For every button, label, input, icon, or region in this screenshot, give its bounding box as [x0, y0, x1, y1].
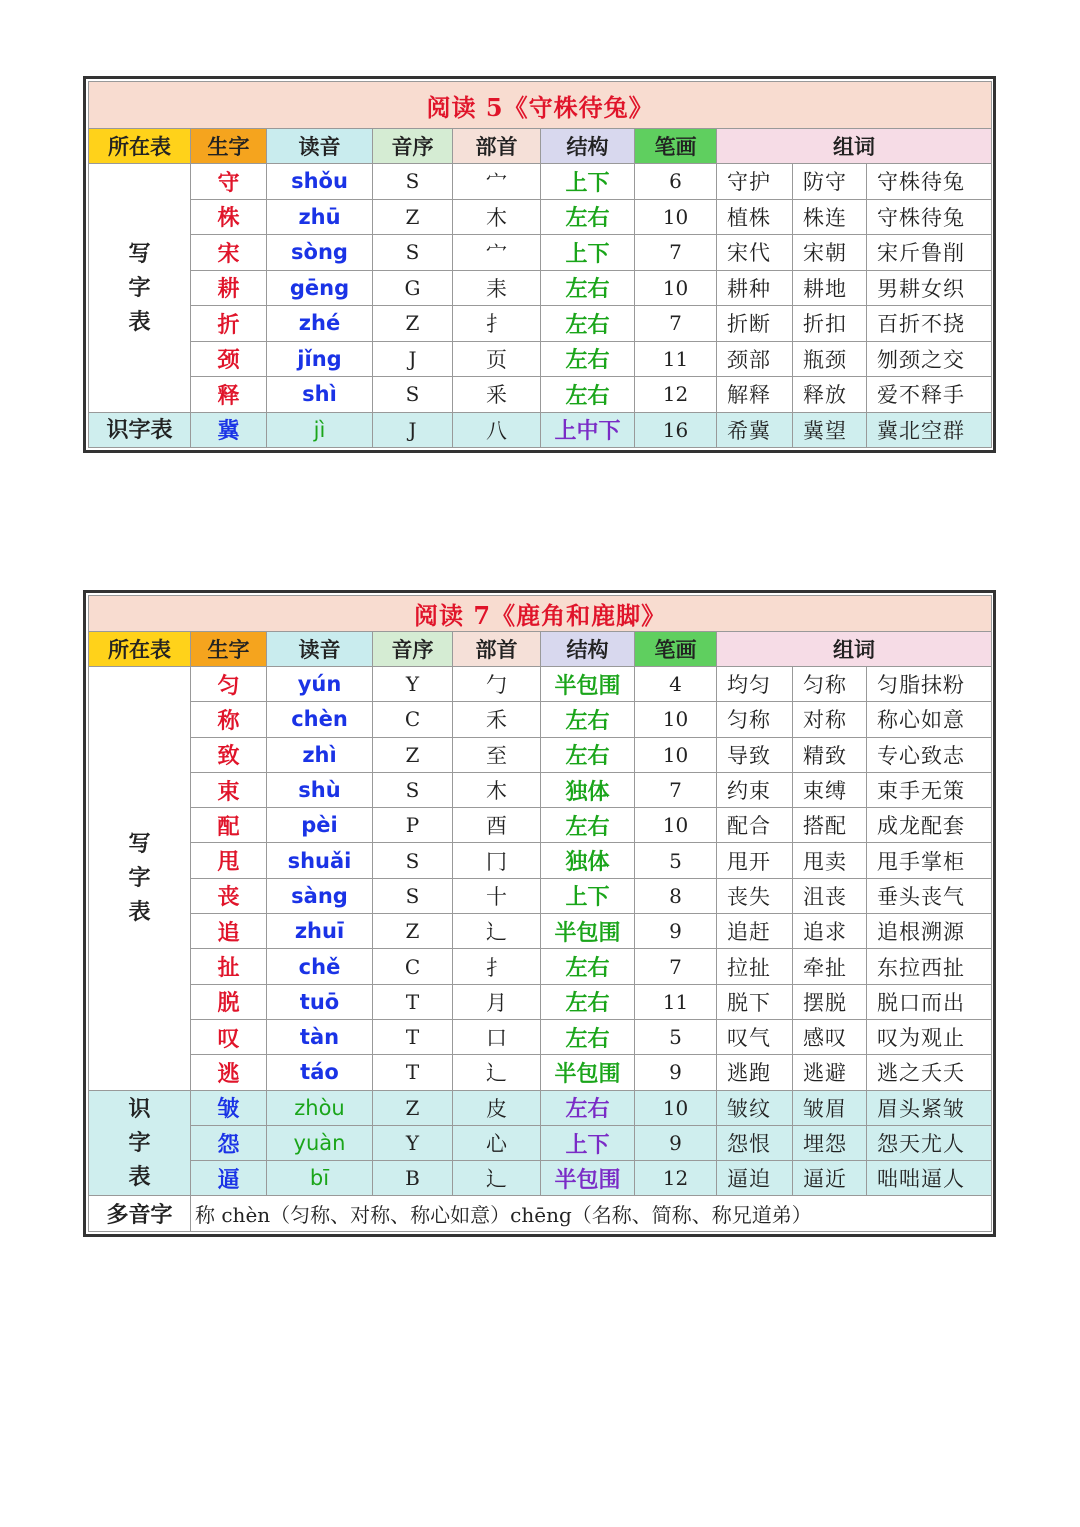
structure: 左右	[541, 737, 635, 772]
header-strokes: 笔画	[635, 632, 717, 667]
radical: 辶	[453, 1055, 541, 1090]
structure: 上下	[541, 1125, 635, 1160]
structure: 左右	[541, 1019, 635, 1054]
radical: 酉	[453, 808, 541, 843]
table-row	[89, 1090, 992, 1125]
word-1: 丧失	[717, 878, 793, 913]
word-1: 甩开	[717, 843, 793, 878]
character: 配	[191, 808, 267, 843]
stroke-count: 11	[635, 341, 717, 377]
word-3: 守株待兔	[867, 164, 992, 200]
word-2: 释放	[793, 377, 867, 413]
pinyin: gēng	[267, 270, 373, 306]
word-3: 怨天尤人	[867, 1125, 992, 1160]
pinyin: shì	[267, 377, 373, 413]
word-1: 叹气	[717, 1019, 793, 1054]
word-2: 耕地	[793, 270, 867, 306]
word-1: 逃跑	[717, 1055, 793, 1090]
word-2: 宋朝	[793, 235, 867, 271]
location-label: 识 字 表	[128, 1096, 151, 1190]
character: 释	[191, 377, 267, 413]
initial-letter: C	[373, 949, 453, 984]
table-row	[89, 1055, 992, 1090]
word-2: 株连	[793, 199, 867, 235]
radical: 釆	[453, 377, 541, 413]
title-row	[89, 596, 992, 632]
initial-letter: S	[373, 164, 453, 200]
header-char: 生字	[191, 129, 267, 164]
character: 丧	[191, 878, 267, 913]
header-row	[89, 632, 992, 667]
table-row	[89, 341, 992, 377]
character: 束	[191, 772, 267, 807]
header-pinyin: 读音	[267, 129, 373, 164]
radical: 禾	[453, 702, 541, 737]
stroke-count: 7	[635, 772, 717, 807]
word-3: 垂头丧气	[867, 878, 992, 913]
table-row	[89, 702, 992, 737]
word-2: 埋怨	[793, 1125, 867, 1160]
word-3: 刎颈之交	[867, 341, 992, 377]
word-2: 搭配	[793, 808, 867, 843]
word-2: 逃避	[793, 1055, 867, 1090]
stroke-count: 16	[635, 412, 717, 448]
stroke-count: 10	[635, 1090, 717, 1125]
stroke-count: 10	[635, 270, 717, 306]
radical: 页	[453, 341, 541, 377]
polyphone-text: 称 chèn（匀称、对称、称心如意）chēng（名称、简称、称兄道弟）	[191, 1196, 992, 1231]
pinyin: zhū	[267, 199, 373, 235]
word-3: 守株待兔	[867, 199, 992, 235]
table-row	[89, 1161, 992, 1196]
word-3: 咄咄逼人	[867, 1161, 992, 1196]
initial-letter: Z	[373, 914, 453, 949]
word-2: 防守	[793, 164, 867, 200]
structure: 半包围	[541, 1161, 635, 1196]
structure: 左右	[541, 306, 635, 342]
table-row	[89, 984, 992, 1019]
word-3: 甩手掌柜	[867, 843, 992, 878]
pinyin: tàn	[267, 1019, 373, 1054]
stroke-count: 5	[635, 1019, 717, 1054]
stroke-count: 10	[635, 737, 717, 772]
word-1: 解释	[717, 377, 793, 413]
table-row	[89, 772, 992, 807]
word-3: 成龙配套	[867, 808, 992, 843]
radical: 皮	[453, 1090, 541, 1125]
write-table-label	[89, 667, 191, 1091]
character: 宋	[191, 235, 267, 271]
radical: 耒	[453, 270, 541, 306]
word-1: 守护	[717, 164, 793, 200]
radical: 勹	[453, 667, 541, 702]
radical: 至	[453, 737, 541, 772]
word-1: 希冀	[717, 412, 793, 448]
structure: 半包围	[541, 1055, 635, 1090]
table-row	[89, 878, 992, 913]
initial-letter: Z	[373, 1090, 453, 1125]
table-row	[89, 306, 992, 342]
recog-table-label	[89, 412, 191, 448]
word-1: 追赶	[717, 914, 793, 949]
stroke-count: 8	[635, 878, 717, 913]
polyphone-label: 多音字	[89, 1196, 191, 1231]
initial-letter: S	[373, 878, 453, 913]
pinyin: sàng	[267, 878, 373, 913]
word-3: 百折不挠	[867, 306, 992, 342]
initial-letter: Z	[373, 737, 453, 772]
character: 扯	[191, 949, 267, 984]
structure: 左右	[541, 1090, 635, 1125]
character: 追	[191, 914, 267, 949]
word-2: 牵扯	[793, 949, 867, 984]
pinyin: zhòu	[267, 1090, 373, 1125]
structure: 半包围	[541, 667, 635, 702]
radical: 宀	[453, 164, 541, 200]
initial-letter: P	[373, 808, 453, 843]
table-row	[89, 235, 992, 271]
location-label: 识字表	[106, 416, 173, 443]
vocab-table	[88, 81, 992, 448]
pinyin: jǐng	[267, 341, 373, 377]
table-title: 阅读 7《鹿角和鹿脚》	[89, 596, 992, 632]
word-1: 脱下	[717, 984, 793, 1019]
location-label: 写 字 表	[128, 240, 151, 335]
header-loc: 所在表	[89, 129, 191, 164]
word-1: 逼迫	[717, 1161, 793, 1196]
vocab-table	[88, 595, 992, 1232]
radical: 辶	[453, 1161, 541, 1196]
character: 颈	[191, 341, 267, 377]
pinyin: chě	[267, 949, 373, 984]
location-label: 写 字 表	[128, 831, 151, 926]
word-2: 精致	[793, 737, 867, 772]
word-1: 植株	[717, 199, 793, 235]
radical: 木	[453, 772, 541, 807]
table-row	[89, 737, 992, 772]
structure: 左右	[541, 702, 635, 737]
header-char: 生字	[191, 632, 267, 667]
radical: 八	[453, 412, 541, 448]
pinyin: chèn	[267, 702, 373, 737]
word-1: 均匀	[717, 667, 793, 702]
word-1: 折断	[717, 306, 793, 342]
table-row	[89, 412, 992, 448]
initial-letter: J	[373, 341, 453, 377]
header-struct: 结构	[541, 632, 635, 667]
stroke-count: 7	[635, 306, 717, 342]
word-2: 追求	[793, 914, 867, 949]
radical: 冂	[453, 843, 541, 878]
word-3: 脱口而出	[867, 984, 992, 1019]
initial-letter: Z	[373, 306, 453, 342]
structure: 左右	[541, 808, 635, 843]
initial-letter: S	[373, 377, 453, 413]
structure: 上中下	[541, 412, 635, 448]
write-table-label	[89, 164, 191, 413]
word-2: 沮丧	[793, 878, 867, 913]
character: 匀	[191, 667, 267, 702]
title-row	[89, 82, 992, 129]
character: 株	[191, 199, 267, 235]
character: 耕	[191, 270, 267, 306]
table-row	[89, 843, 992, 878]
character: 逼	[191, 1161, 267, 1196]
header-struct: 结构	[541, 129, 635, 164]
radical: 辶	[453, 914, 541, 949]
stroke-count: 12	[635, 377, 717, 413]
table-reading-7	[83, 590, 996, 1237]
table-row	[89, 914, 992, 949]
word-3: 称心如意	[867, 702, 992, 737]
pinyin: sòng	[267, 235, 373, 271]
structure: 上下	[541, 235, 635, 271]
table-row	[89, 199, 992, 235]
character: 甩	[191, 843, 267, 878]
word-2: 感叹	[793, 1019, 867, 1054]
radical: 木	[453, 199, 541, 235]
character: 脱	[191, 984, 267, 1019]
pinyin: zhé	[267, 306, 373, 342]
structure: 半包围	[541, 914, 635, 949]
structure: 左右	[541, 199, 635, 235]
radical: 宀	[453, 235, 541, 271]
stroke-count: 11	[635, 984, 717, 1019]
word-3: 爱不释手	[867, 377, 992, 413]
word-3: 东拉西扯	[867, 949, 992, 984]
header-order: 音序	[373, 632, 453, 667]
word-1: 匀称	[717, 702, 793, 737]
word-3: 叹为观止	[867, 1019, 992, 1054]
word-2: 甩卖	[793, 843, 867, 878]
word-1: 怨恨	[717, 1125, 793, 1160]
word-1: 耕种	[717, 270, 793, 306]
word-3: 匀脂抹粉	[867, 667, 992, 702]
header-pinyin: 读音	[267, 632, 373, 667]
stroke-count: 7	[635, 949, 717, 984]
header-radical: 部首	[453, 129, 541, 164]
pinyin: jì	[267, 412, 373, 448]
header-row	[89, 129, 992, 164]
structure: 独体	[541, 772, 635, 807]
pinyin: shuǎi	[267, 843, 373, 878]
structure: 左右	[541, 949, 635, 984]
word-3: 冀北空群	[867, 412, 992, 448]
stroke-count: 10	[635, 199, 717, 235]
word-3: 男耕女织	[867, 270, 992, 306]
table-row	[89, 1125, 992, 1160]
character: 皱	[191, 1090, 267, 1125]
structure: 上下	[541, 164, 635, 200]
pinyin: bī	[267, 1161, 373, 1196]
stroke-count: 10	[635, 702, 717, 737]
word-3: 追根溯源	[867, 914, 992, 949]
word-3: 束手无策	[867, 772, 992, 807]
word-2: 皱眉	[793, 1090, 867, 1125]
header-words: 组词	[717, 129, 992, 164]
pinyin: táo	[267, 1055, 373, 1090]
word-3: 眉头紧皱	[867, 1090, 992, 1125]
word-2: 摆脱	[793, 984, 867, 1019]
structure: 左右	[541, 984, 635, 1019]
word-2: 束缚	[793, 772, 867, 807]
character: 怨	[191, 1125, 267, 1160]
header-radical: 部首	[453, 632, 541, 667]
stroke-count: 9	[635, 1055, 717, 1090]
initial-letter: B	[373, 1161, 453, 1196]
pinyin: shǒu	[267, 164, 373, 200]
character: 守	[191, 164, 267, 200]
word-2: 逼近	[793, 1161, 867, 1196]
initial-letter: C	[373, 702, 453, 737]
pinyin: zhuī	[267, 914, 373, 949]
word-3: 专心致志	[867, 737, 992, 772]
word-3: 宋斤鲁削	[867, 235, 992, 271]
word-2: 冀望	[793, 412, 867, 448]
structure: 左右	[541, 341, 635, 377]
pinyin: zhì	[267, 737, 373, 772]
character: 称	[191, 702, 267, 737]
stroke-count: 6	[635, 164, 717, 200]
radical: 十	[453, 878, 541, 913]
header-words: 组词	[717, 632, 992, 667]
radical: 扌	[453, 306, 541, 342]
radical: 口	[453, 1019, 541, 1054]
word-1: 拉扯	[717, 949, 793, 984]
character: 冀	[191, 412, 267, 448]
radical: 月	[453, 984, 541, 1019]
initial-letter: Z	[373, 199, 453, 235]
header-strokes: 笔画	[635, 129, 717, 164]
initial-letter: Y	[373, 667, 453, 702]
initial-letter: T	[373, 984, 453, 1019]
initial-letter: S	[373, 235, 453, 271]
table-row	[89, 1019, 992, 1054]
stroke-count: 10	[635, 808, 717, 843]
word-1: 约束	[717, 772, 793, 807]
initial-letter: T	[373, 1055, 453, 1090]
structure: 独体	[541, 843, 635, 878]
radical: 心	[453, 1125, 541, 1160]
structure: 左右	[541, 377, 635, 413]
stroke-count: 7	[635, 235, 717, 271]
initial-letter: S	[373, 843, 453, 878]
initial-letter: T	[373, 1019, 453, 1054]
table-row	[89, 377, 992, 413]
word-3: 逃之夭夭	[867, 1055, 992, 1090]
word-1: 宋代	[717, 235, 793, 271]
stroke-count: 5	[635, 843, 717, 878]
recog-table-label	[89, 1090, 191, 1196]
pinyin: tuō	[267, 984, 373, 1019]
word-1: 配合	[717, 808, 793, 843]
word-1: 皱纹	[717, 1090, 793, 1125]
stroke-count: 12	[635, 1161, 717, 1196]
initial-letter: S	[373, 772, 453, 807]
stroke-count: 9	[635, 914, 717, 949]
table-title: 阅读 5《守株待兔》	[89, 82, 992, 129]
header-order: 音序	[373, 129, 453, 164]
polyphone-row	[89, 1196, 992, 1231]
pinyin: shù	[267, 772, 373, 807]
table-row	[89, 667, 992, 702]
structure: 上下	[541, 878, 635, 913]
character: 致	[191, 737, 267, 772]
pinyin: pèi	[267, 808, 373, 843]
character: 叹	[191, 1019, 267, 1054]
initial-letter: J	[373, 412, 453, 448]
stroke-count: 4	[635, 667, 717, 702]
table-row	[89, 949, 992, 984]
header-loc: 所在表	[89, 632, 191, 667]
word-2: 匀称	[793, 667, 867, 702]
character: 折	[191, 306, 267, 342]
radical: 扌	[453, 949, 541, 984]
table-row	[89, 808, 992, 843]
character: 逃	[191, 1055, 267, 1090]
initial-letter: Y	[373, 1125, 453, 1160]
initial-letter: G	[373, 270, 453, 306]
table-row	[89, 270, 992, 306]
table-reading-5	[83, 76, 996, 453]
word-2: 折扣	[793, 306, 867, 342]
word-1: 导致	[717, 737, 793, 772]
stroke-count: 9	[635, 1125, 717, 1160]
structure: 左右	[541, 270, 635, 306]
word-2: 对称	[793, 702, 867, 737]
table-row	[89, 164, 992, 200]
pinyin: yuàn	[267, 1125, 373, 1160]
word-2: 瓶颈	[793, 341, 867, 377]
pinyin: yún	[267, 667, 373, 702]
word-1: 颈部	[717, 341, 793, 377]
